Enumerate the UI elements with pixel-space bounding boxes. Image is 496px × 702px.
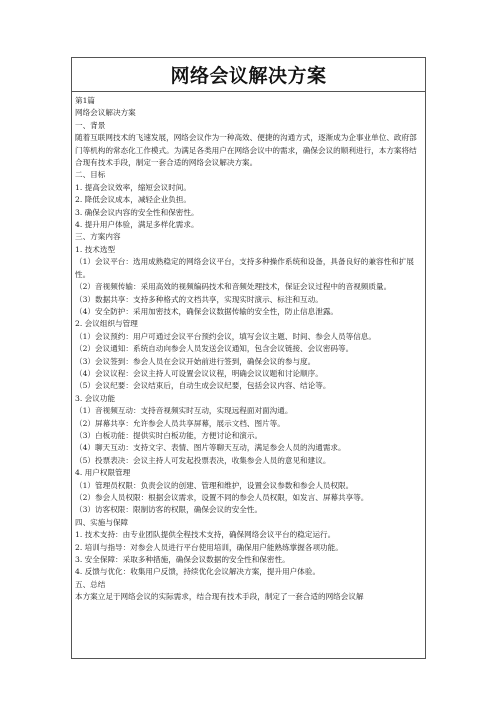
section-heading: 2. 会议组织与管理 xyxy=(75,319,138,329)
section-heading: 四、实施与保障 xyxy=(75,517,129,527)
paragraph-line: （4）会议议程：会议主持人可设置会议议程，明确会议议题和讨论顺序。 xyxy=(75,368,323,378)
paragraph-line: 3. 安全保障：采取多种措施，确保会议数据的安全性和保密性。 xyxy=(75,555,290,565)
paragraph-line: （2）屏幕共享：允许参会人员共享屏幕，展示文档、图片等。 xyxy=(75,418,285,428)
document-title: 网络会议解决方案 xyxy=(170,65,327,87)
paragraph-line: （2）会议通知：系统自动向参会人员发送会议通知，包含会议链接、会议密码等。 xyxy=(75,344,354,354)
document-page xyxy=(71,57,426,659)
paragraph-line: （3）访客权限：限制访客的权限，确保会议的安全性。 xyxy=(75,505,263,515)
paragraph-line: 本方案立足于网络会议的实际需求，结合现有技术手段，制定了一套合适的网络会议解 xyxy=(75,592,364,602)
section-heading: 五、总结 xyxy=(75,579,106,589)
paragraph-line: （3）数据共享：支持多种格式的文档共享，实现实时演示、标注和互动。 xyxy=(75,294,323,304)
paragraph-line: （1）音视频互动：支持音视频实时互动，实现远程面对面沟通。 xyxy=(75,406,293,416)
paragraph-line: （5）会议纪要：会议结束后，自动生成会议纪要，包括会议内容、结论等。 xyxy=(75,381,331,391)
section-heading: 一、背景 xyxy=(75,120,106,130)
paragraph-line: （1）管理员权限：负责会议的创建、管理和维护，设置会议参数和参会人员权限。 xyxy=(75,480,354,490)
paragraph-line: （1）会议平台：选用成熟稳定的网络会议平台，支持多种操作系统和设备，具备良好的兼容性和扩展性。 xyxy=(75,257,414,279)
paragraph-line: 1. 技术支持：由专业团队提供全程技术支持，确保网络会议平台的稳定运行。 xyxy=(75,530,336,540)
paragraph-line: 3. 确保会议内容的安全性和保密性。 xyxy=(75,207,199,217)
paragraph-line: （5）投票表决：会议主持人可发起投票表决，收集参会人员的意见和建议。 xyxy=(75,455,331,465)
paragraph-line: （3）会议签到：参会人员在会议开始前进行签到，确保会议的参与度。 xyxy=(75,356,316,366)
paragraph-line: （2）音视频传输：采用高效的视频编码技术和音频处理技术，保证会议过程中的音视频质量。 xyxy=(75,282,392,292)
paragraph-line: （1）会议预约：用户可通过会议平台预约会议，填写会议主题、时间、参会人员等信息。 xyxy=(75,331,376,341)
paragraph-line: 2. 培训与指导：对参会人员进行平台使用培训，确保用户能熟练掌握各项功能。 xyxy=(75,542,343,552)
paragraph-line: （3）白板功能：提供实时白板功能，方便讨论和演示。 xyxy=(75,430,263,440)
paragraph-line: 1. 提高会议效率，缩短会议时间。 xyxy=(75,182,191,192)
section-heading: 3. 会议功能 xyxy=(75,393,116,403)
paragraph-line: （4）安全防护：采用加密技术，确保会议数据传输的安全性，防止信息泄露。 xyxy=(75,306,339,316)
paragraph-line: 网络会议解决方案 xyxy=(75,108,136,118)
paragraph-line: （2）参会人员权限：根据会议需求，设置不同的参会人员权限，如发言、屏幕共享等。 xyxy=(75,493,369,502)
section-heading: 4. 用户权限管理 xyxy=(75,468,131,478)
paragraph-line: 随着互联网技术的飞速发展，网络会议作为一种高效、便捷的沟通方式，逐渐成为企事业单位、政府部门等机构的常态化工作模式。为满足各类用户在网络会议中的需求，确保会议的顺利进行，本方案将结合现有技术手段，制定一套合适的网络会议解决方案。 xyxy=(75,133,417,168)
document-body xyxy=(72,92,425,604)
section-heading: 第1篇 xyxy=(75,96,96,105)
paragraph-line: 4. 提升用户体验，满足多样化需求。 xyxy=(75,220,199,230)
paragraph-line: （4）聊天互动：支持文字、表情、图片等聊天互动，满足参会人员的沟通需求。 xyxy=(75,443,346,453)
section-heading: 1. 技术选型 xyxy=(75,244,116,254)
section-heading: 二、目标 xyxy=(75,170,106,180)
paragraph-line: 2. 降低会议成本，减轻企业负担。 xyxy=(75,195,191,205)
section-heading: 三、方案内容 xyxy=(75,232,121,242)
title-cell xyxy=(72,58,425,92)
paragraph-line: 4. 反馈与优化：收集用户反馈，持续优化会议解决方案，提升用户体验。 xyxy=(75,567,321,577)
